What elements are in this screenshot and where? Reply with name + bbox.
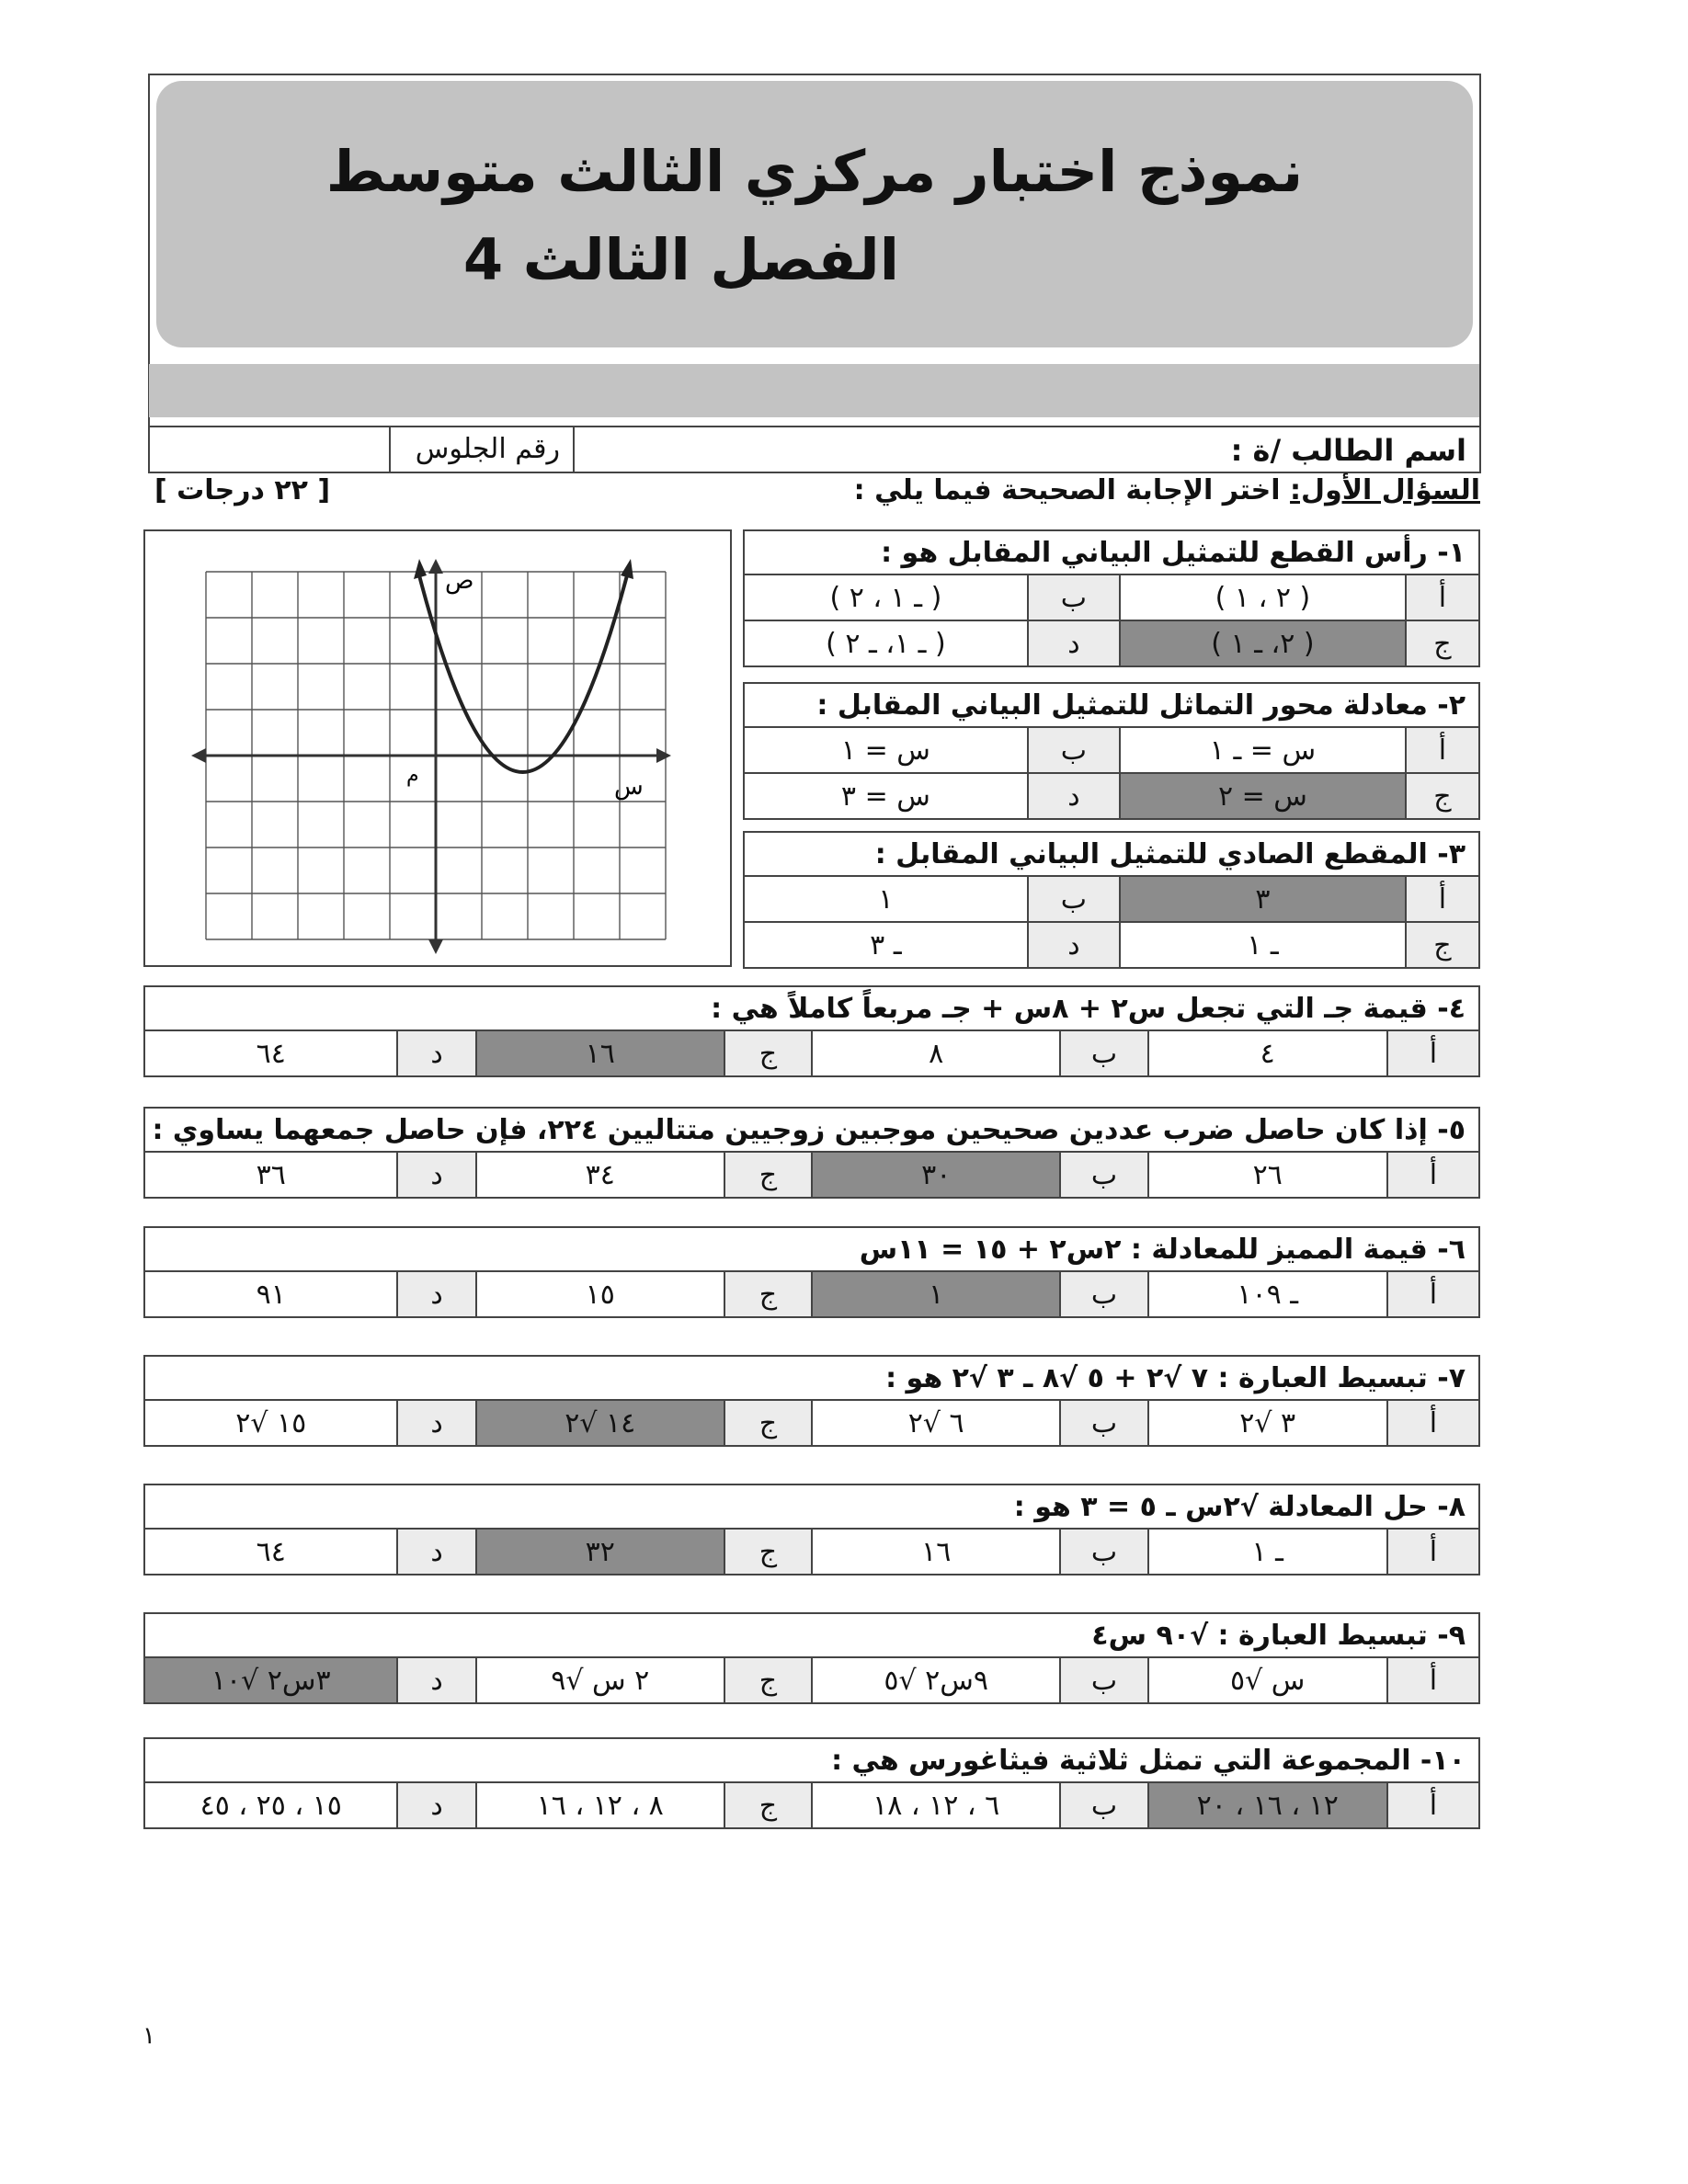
option-letter: د (1028, 922, 1120, 968)
question-text: ٣- المقطع الصادي للتمثيل البياني المقابل : (874, 838, 1466, 870)
options-table (143, 1029, 1480, 1077)
gray-strip (149, 364, 1479, 417)
option-letter: ج (1406, 620, 1479, 666)
option-letter: ب (1060, 1782, 1147, 1828)
option-b[interactable]: ٨ (812, 1030, 1060, 1076)
option-letter: ب (1060, 1529, 1147, 1575)
option-b[interactable]: ( ـ ١ ، ٢ ) (744, 574, 1028, 620)
question-text: ١٠- المجموعة التي تمثل ثلاثية فيثاغورس هي : (831, 1745, 1466, 1777)
parabola-curve (419, 575, 627, 772)
option-a[interactable]: ١٢ ، ١٦ ، ٢٠ (1148, 1782, 1387, 1828)
question-text: ٧- تبسيط العبارة : ٧ √٢ + ٥ √٨ ـ ٣ √٢ هو : (885, 1362, 1466, 1394)
option-letter: أ (1406, 574, 1479, 620)
option-a[interactable]: ٤ (1148, 1030, 1387, 1076)
curve-arrow-right (621, 559, 633, 579)
option-letter: ج (724, 1152, 812, 1198)
option-b[interactable]: ٦ ، ١٢ ، ١٨ (812, 1782, 1060, 1828)
option-letter: ب (1060, 1400, 1147, 1446)
option-d[interactable]: ١٥ ، ٢٥ ، ٤٥ (144, 1782, 397, 1828)
y-axis-arrow-down (428, 939, 443, 954)
seat-label-cell (389, 427, 575, 472)
option-letter: ج (724, 1529, 812, 1575)
option-a[interactable]: س √٥ (1148, 1657, 1387, 1703)
options-row (744, 876, 1479, 922)
option-d[interactable]: ٣٦ (144, 1152, 397, 1198)
option-a[interactable]: س = ـ ١ (1120, 727, 1406, 773)
question-text: ٥- إذا كان حاصل ضرب عددين صحيحين موجبين زوجيين متتاليين ٢٢٤، فإن حاصل جمعهما يساوي : (152, 1114, 1466, 1146)
question-1 (743, 529, 1480, 575)
options-row (144, 1030, 1479, 1076)
options-row (144, 1152, 1479, 1198)
options-table (743, 574, 1480, 667)
question-3 (743, 831, 1480, 877)
option-letter: ب (1060, 1657, 1147, 1703)
option-letter: أ (1387, 1657, 1479, 1703)
question-9 (143, 1612, 1480, 1658)
options-table (143, 1656, 1480, 1704)
student-info-row (148, 426, 1481, 473)
section-title: السؤال الأول: (1290, 474, 1480, 506)
option-letter: ج (1406, 922, 1479, 968)
options-row (744, 574, 1479, 620)
option-letter: ب (1060, 1271, 1147, 1317)
question-10 (143, 1737, 1480, 1783)
x-axis-arrow-left (191, 748, 206, 763)
option-letter: ب (1028, 574, 1120, 620)
exam-title: نموذج اختبار مركزي الثالث متوسط (325, 138, 1304, 205)
option-c[interactable]: ـ ١ (1120, 922, 1406, 968)
option-letter: ج (724, 1657, 812, 1703)
option-d[interactable]: ٩١ (144, 1271, 397, 1317)
option-b[interactable]: ١٦ (812, 1529, 1060, 1575)
option-letter: ج (724, 1030, 812, 1076)
option-letter: أ (1387, 1152, 1479, 1198)
option-c[interactable]: ٣٢ (476, 1529, 724, 1575)
options-row (144, 1529, 1479, 1575)
option-b[interactable]: ٦ √٢ (812, 1400, 1060, 1446)
question-5 (143, 1107, 1480, 1153)
option-letter: ب (1028, 727, 1120, 773)
options-table (143, 1781, 1480, 1829)
question-text: ٦- قيمة المميز للمعادلة : ٢س٢ + ١٥ = ١١س (859, 1234, 1466, 1266)
option-letter: ج (724, 1400, 812, 1446)
option-c[interactable]: ٨ ، ١٢ ، ١٦ (476, 1782, 724, 1828)
exam-subtitle: الفصل الثالث 4 (463, 226, 899, 293)
option-d[interactable]: ٦٤ (144, 1529, 397, 1575)
seat-label: رقم الجلوس (415, 433, 560, 465)
options-table (143, 1528, 1480, 1575)
option-letter: ب (1028, 876, 1120, 922)
option-letter: أ (1387, 1782, 1479, 1828)
option-c[interactable]: س = ٢ (1120, 773, 1406, 819)
option-letter: د (397, 1400, 475, 1446)
options-table (743, 875, 1480, 969)
question-text: ٢- معادلة محور التماثل للتمثيل البياني المقابل : (816, 689, 1466, 722)
graph-svg (145, 531, 730, 965)
option-a[interactable]: ٣ √٢ (1148, 1400, 1387, 1446)
option-c[interactable]: ١٦ (476, 1030, 724, 1076)
option-b[interactable]: ٩س٢ √٥ (812, 1657, 1060, 1703)
question-text: ١- رأس القطع للتمثيل البياني المقابل هو : (881, 537, 1466, 569)
option-letter: أ (1387, 1529, 1479, 1575)
option-letter: د (1028, 773, 1120, 819)
option-b[interactable]: ٣٠ (812, 1152, 1060, 1198)
options-row (744, 727, 1479, 773)
x-axis-arrow (656, 748, 671, 763)
option-c[interactable]: ( ٢، ـ ١ ) (1120, 620, 1406, 666)
options-table (143, 1399, 1480, 1447)
option-letter: أ (1387, 1030, 1479, 1076)
option-c[interactable]: ١٤ √٢ (476, 1400, 724, 1446)
section-marks: [ ٢٢ درجات ] (154, 474, 331, 506)
options-table (143, 1270, 1480, 1318)
option-letter: د (397, 1782, 475, 1828)
option-b[interactable]: ١ (812, 1271, 1060, 1317)
option-letter: ب (1060, 1152, 1147, 1198)
options-row (144, 1657, 1479, 1703)
question-2 (743, 682, 1480, 728)
option-letter: أ (1387, 1400, 1479, 1446)
options-row (144, 1400, 1479, 1446)
question-7 (143, 1355, 1480, 1401)
options-table (143, 1151, 1480, 1199)
option-letter: ج (724, 1782, 812, 1828)
option-letter: أ (1406, 876, 1479, 922)
parabola-graph (143, 529, 732, 967)
option-d[interactable]: ـ ٣ (744, 922, 1028, 968)
option-letter: د (1028, 620, 1120, 666)
option-a[interactable]: ـ ١٠٩ (1148, 1271, 1387, 1317)
question-4 (143, 985, 1480, 1031)
section-heading (854, 474, 1480, 506)
option-letter: ب (1060, 1030, 1147, 1076)
option-letter: د (397, 1030, 475, 1076)
student-name-label: اسم الطالب /ة : (1230, 433, 1466, 468)
x-axis-label: س (614, 773, 644, 801)
option-letter: ج (1406, 773, 1479, 819)
option-a[interactable]: ـ ١ (1148, 1529, 1387, 1575)
option-c[interactable]: ١٥ (476, 1271, 724, 1317)
options-row (744, 773, 1479, 819)
options-row (144, 1782, 1479, 1828)
y-axis-label: ص (445, 567, 474, 595)
option-d[interactable]: س = ٣ (744, 773, 1028, 819)
option-b[interactable]: س = ١ (744, 727, 1028, 773)
option-letter: أ (1406, 727, 1479, 773)
option-d[interactable]: ٦٤ (144, 1030, 397, 1076)
options-row (744, 922, 1479, 968)
option-letter: د (397, 1529, 475, 1575)
title-banner (156, 81, 1473, 347)
option-letter: د (397, 1657, 475, 1703)
option-a[interactable]: ٢٦ (1148, 1152, 1387, 1198)
question-8 (143, 1484, 1480, 1530)
question-text: ٩- تبسيط العبارة : √٩٠ س٤ (1091, 1620, 1466, 1652)
option-letter: أ (1387, 1271, 1479, 1317)
option-letter: د (397, 1152, 475, 1198)
origin-label: م (406, 764, 419, 787)
section-instruction: اختر الإجابة الصحيحة فيما يلي : (853, 474, 1281, 506)
option-c[interactable]: ٣٤ (476, 1152, 724, 1198)
option-a[interactable]: ٣ (1120, 876, 1406, 922)
y-axis-arrow (428, 559, 443, 574)
options-row (144, 1271, 1479, 1317)
option-b[interactable]: ١ (744, 876, 1028, 922)
option-d[interactable]: ( ـ ١، ـ ٢ ) (744, 620, 1028, 666)
option-c[interactable]: ٢ س √٩ (476, 1657, 724, 1703)
option-letter: د (397, 1271, 475, 1317)
curve-arrow-left (414, 559, 427, 579)
page-number: ١ (143, 2022, 155, 2050)
question-6 (143, 1226, 1480, 1272)
option-d[interactable]: ٣س٢ √١٠ (144, 1657, 397, 1703)
question-text: ٤- قيمة جـ التي تجعل س٢ + ٨س + جـ مربعاً كاملاً هي : (711, 993, 1466, 1025)
seat-number-field[interactable] (150, 427, 391, 472)
options-row (744, 620, 1479, 666)
question-text: ٨- حل المعادلة √٢س ـ ٥ = ٣ هو : (1013, 1491, 1466, 1523)
option-letter: ج (724, 1271, 812, 1317)
option-d[interactable]: ١٥ √٢ (144, 1400, 397, 1446)
option-a[interactable]: ( ٢ ، ١ ) (1120, 574, 1406, 620)
options-table (743, 726, 1480, 820)
